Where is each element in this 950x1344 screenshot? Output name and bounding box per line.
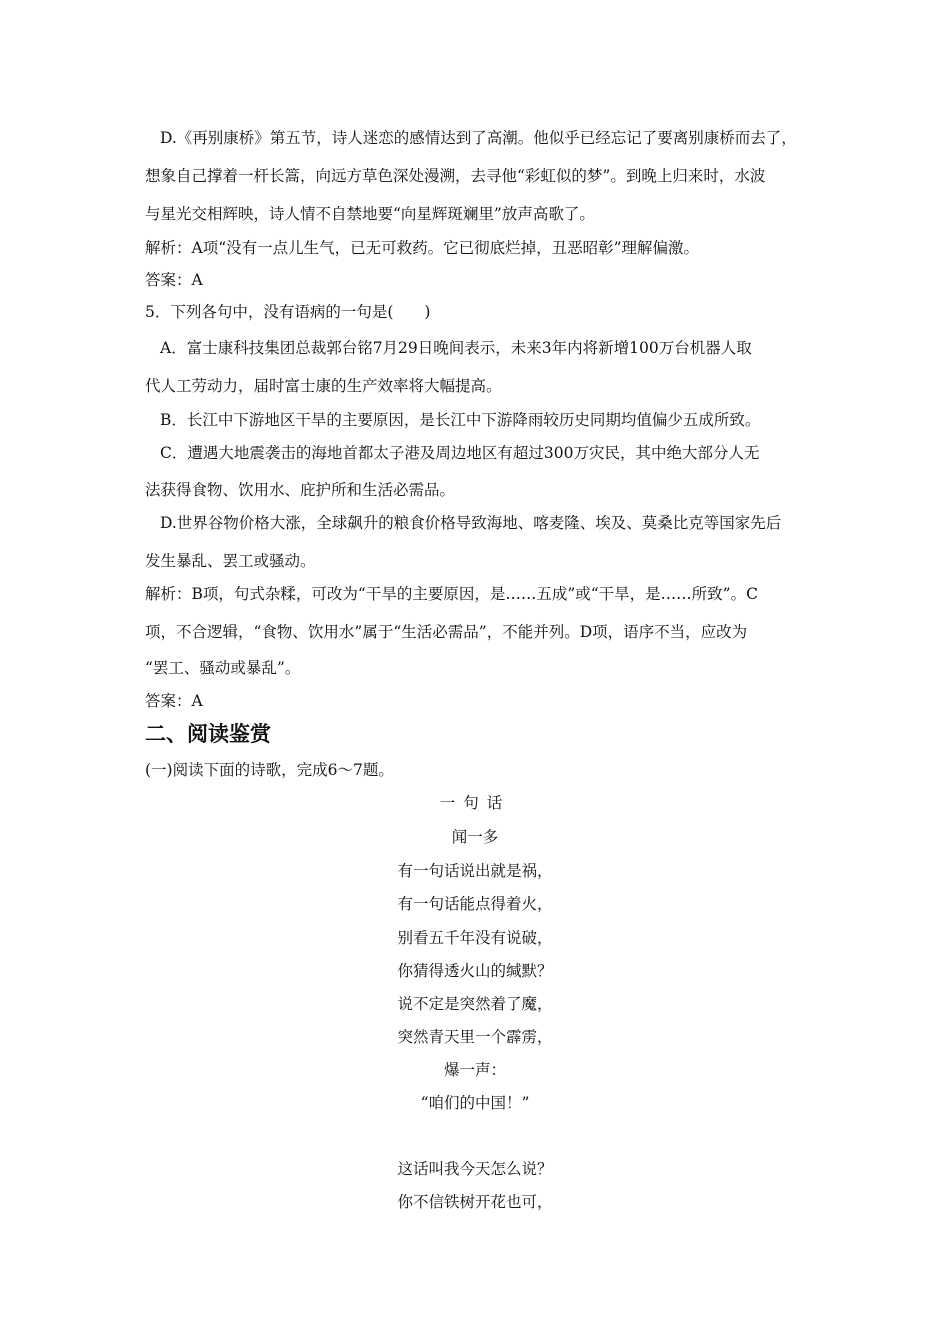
q5-option-d-line-1: D.世界谷物价格大涨，全球飙升的粮食价格导致海地、喀麦隆、埃及、莫桑比克等国家先后: [160, 514, 782, 532]
poem-line: 爆一声：: [443, 1061, 506, 1079]
poem-line: 别看五千年没有说破，: [397, 929, 553, 947]
q5-option-c-line-1: C．遭遇大地震袭击的海地首都太子港及周边地区有超过300万灾民，其中绝大部分人无: [160, 444, 760, 462]
q5-option-a-line-1: A．富士康科技集团总裁郭台铭7月29日晚间表示，未来3年内将新增100万台机器人取: [160, 339, 752, 357]
q5-analysis-line-1: 解析：B项，句式杂糅，可改为“干旱的主要原因，是……五成”或“干旱，是……所致”。C: [145, 585, 758, 603]
q5-option-d-line-2: 发生暴乱、罢工或骚动。: [145, 552, 316, 570]
q4-analysis: 解析：A项“没有一点儿生气，已无可救药。它已彻底烂掉，丑恶昭彰”理解偏激。: [145, 239, 700, 257]
reading-intro: (一)阅读下面的诗歌，完成6～7题。: [145, 761, 394, 779]
q5-answer: 答案：A: [145, 692, 203, 710]
q4-option-d-line-2: 想象自己撑着一杆长篙，向远方草色深处漫溯，去寻他“彩虹似的梦”。到晚上归来时，水波: [145, 167, 766, 185]
poem-line: 有一句话能点得着火，: [397, 895, 553, 913]
poem-line: “咱们的中国！”: [420, 1094, 530, 1112]
poem-line: 说不定是突然着了魔，: [397, 995, 553, 1013]
q5-analysis-line-2: 项，不合逻辑，“食物、饮用水”属于“生活必需品”，不能并列。D项，语序不当，应改为: [145, 623, 748, 641]
q5-analysis-line-3: “罢工、骚动或暴乱”。: [145, 659, 301, 677]
q4-option-d-line-1: D.《再别康桥》第五节，诗人迷恋的感情达到了高潮。他似乎已经忘记了要离别康桥而去了，: [160, 129, 797, 147]
poem-line: 有一句话说出就是祸，: [397, 862, 553, 880]
section-heading: 二、阅读鉴赏: [145, 722, 271, 746]
poem-line: 你猜得透火山的缄默？: [397, 962, 553, 980]
poem-author: 闻一多: [451, 828, 499, 846]
poem-line: 突然青天里一个霹雳，: [397, 1028, 553, 1046]
q5-stem: 5．下列各句中，没有语病的一句是( ): [145, 303, 431, 321]
q5-option-c-line-2: 法获得食物、饮用水、庇护所和生活必需品。: [145, 481, 456, 499]
q4-option-d-line-3: 与星光交相辉映，诗人情不自禁地要“向星辉斑斓里”放声高歌了。: [145, 205, 595, 223]
q5-option-b: B．长江中下游地区干旱的主要原因，是长江中下游降雨较历史同期均值偏少五成所致。: [160, 411, 761, 429]
poem-line: 你不信铁树开花也可，: [397, 1193, 553, 1211]
q4-answer: 答案：A: [145, 271, 203, 289]
poem-line: 这话叫我今天怎么说？: [397, 1160, 553, 1178]
poem-title: 一句话: [439, 794, 511, 812]
q5-option-a-line-2: 代人工劳动力，届时富士康的生产效率将大幅提高。: [145, 377, 502, 395]
